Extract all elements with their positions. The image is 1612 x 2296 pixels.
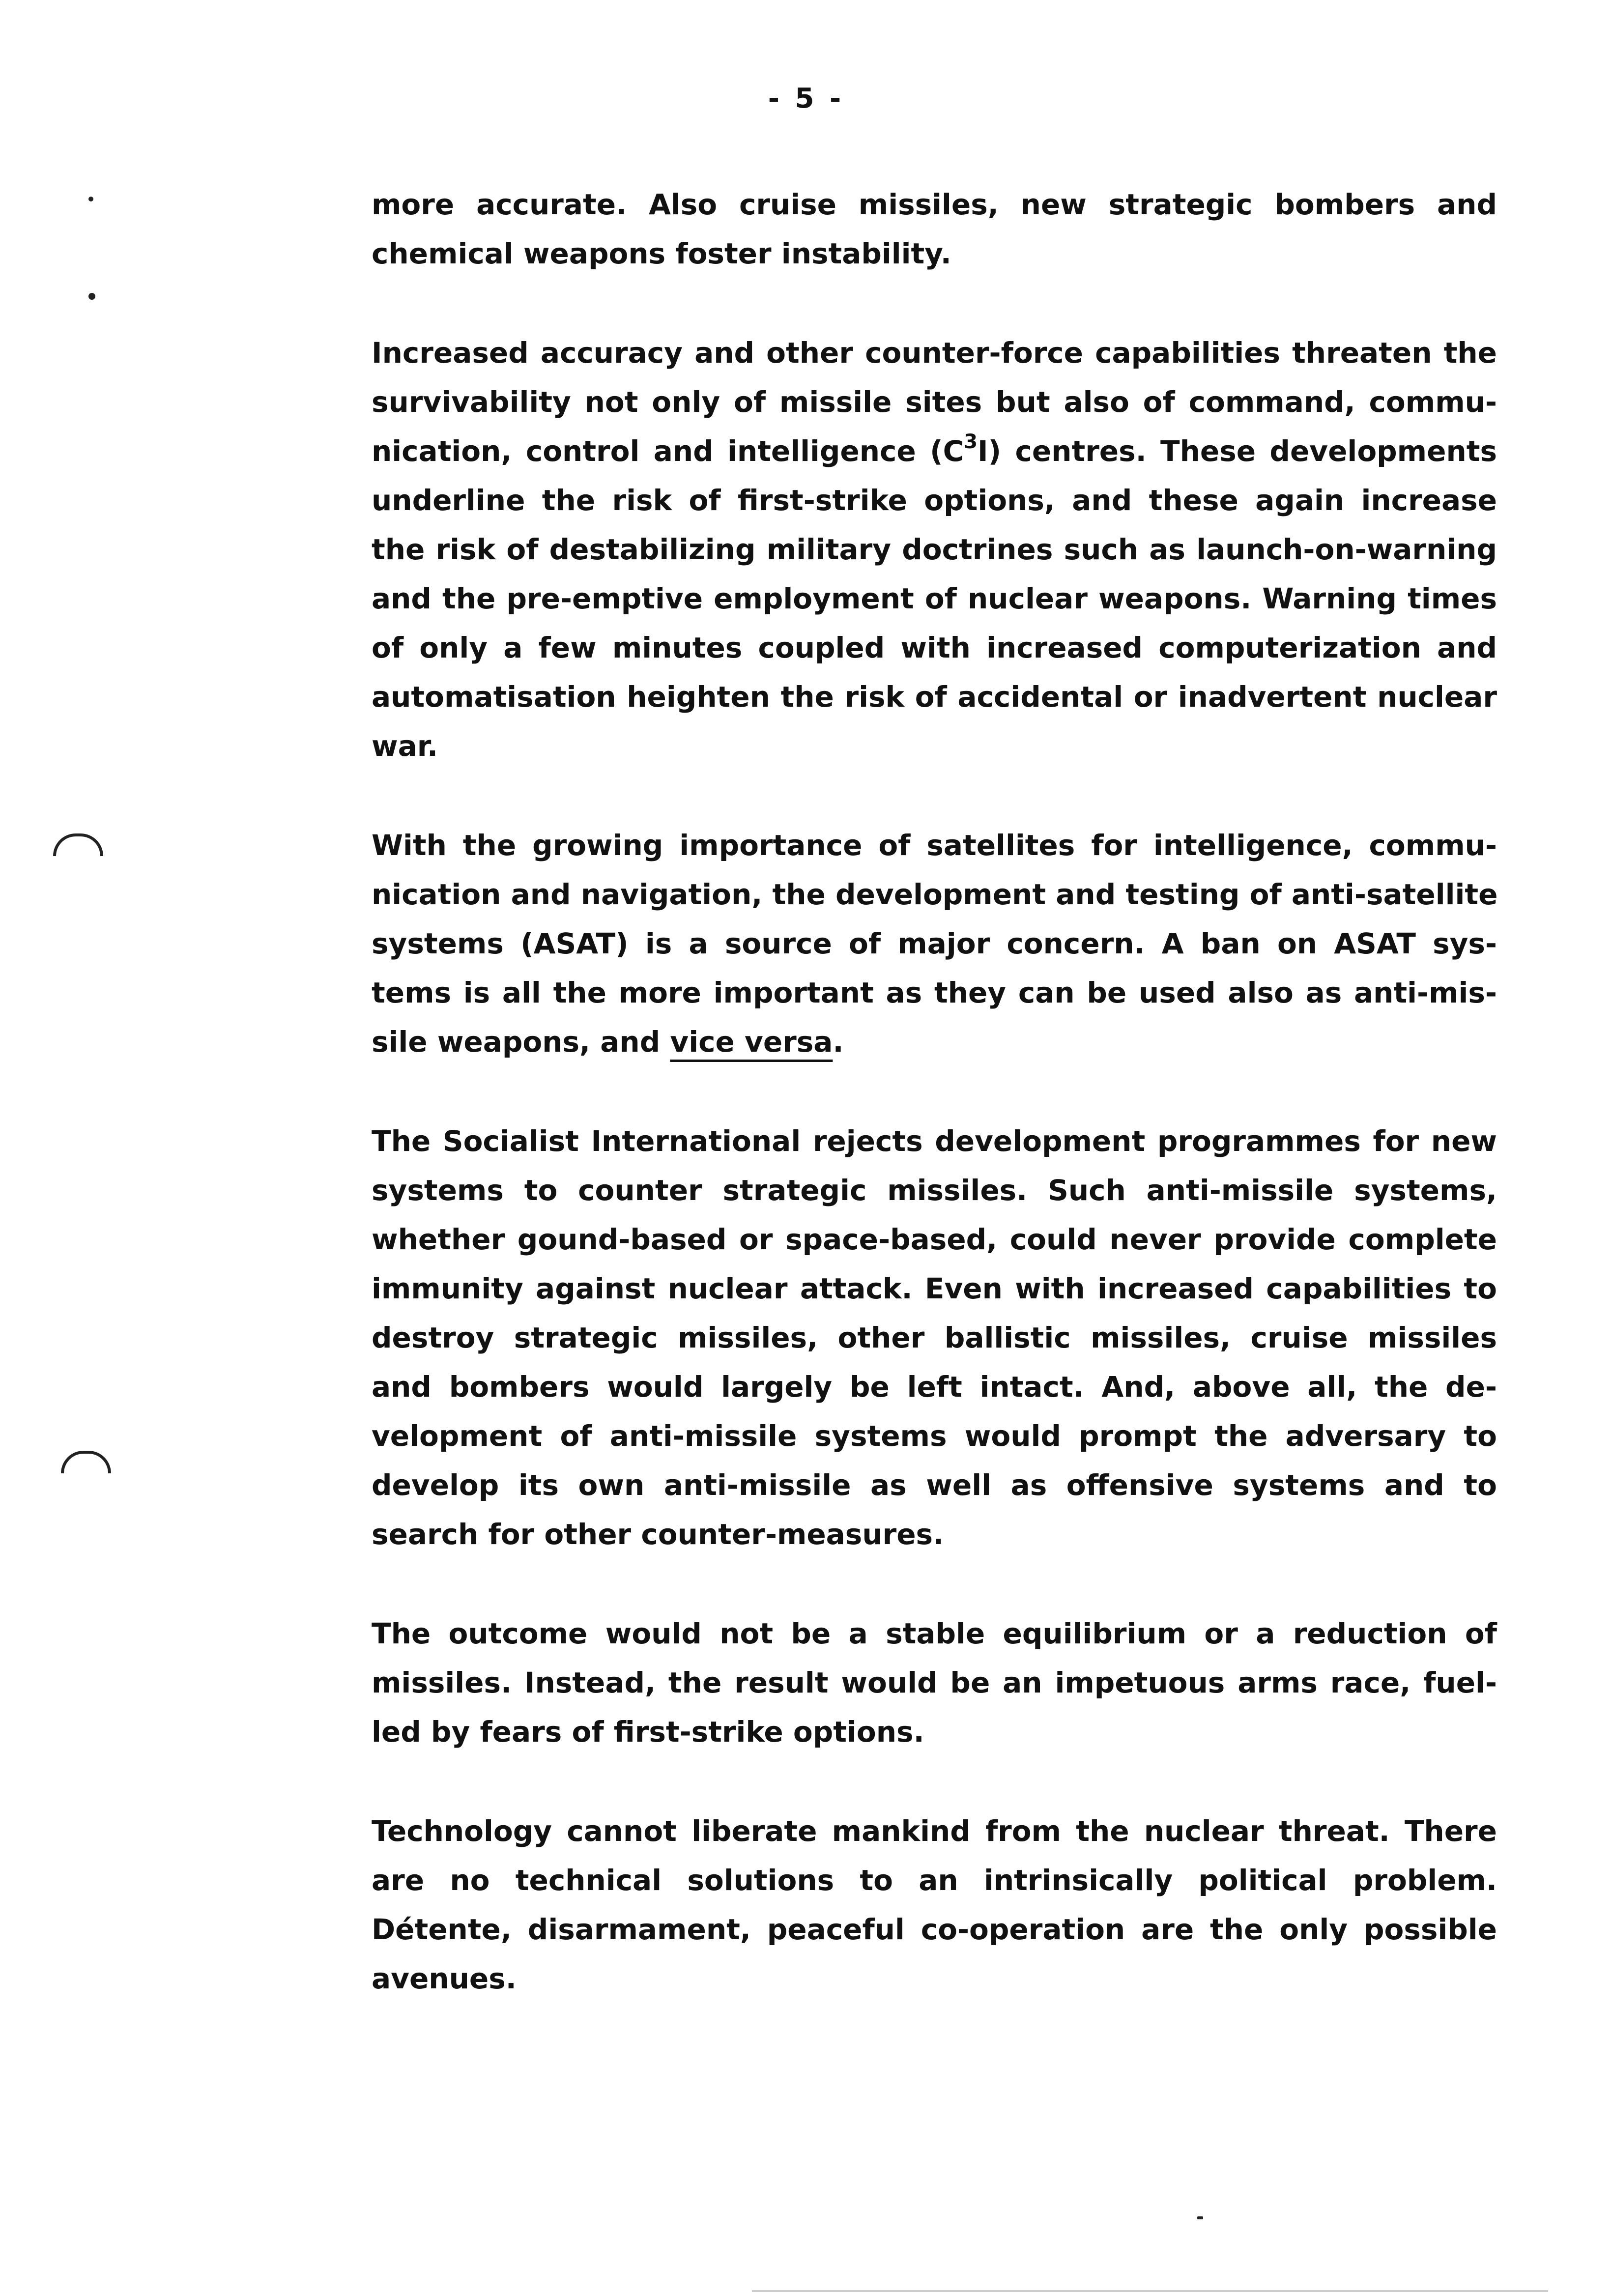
text-line: and the pre-emptive employment of nuclear weapons. Warning times bbox=[372, 582, 1497, 615]
text-line: and bombers would largely be left intact. And, above all, the de- bbox=[372, 1370, 1497, 1404]
paragraph-6 bbox=[372, 1807, 1497, 2003]
text-line: destroy strategic missiles, other ballistic missiles, cruise missiles bbox=[372, 1321, 1497, 1354]
text-line: are no technical solutions to an intrinsically political problem. bbox=[372, 1864, 1497, 1897]
paragraph-1 bbox=[372, 180, 1497, 278]
text-line: systems to counter strategic missiles. Such anti-missile systems, bbox=[372, 1174, 1497, 1207]
punch-hole-mark bbox=[53, 833, 103, 856]
text-line: The Socialist International rejects development programmes for new bbox=[372, 1124, 1497, 1158]
text-line: With the growing importance of satellites for intelligence, commu- bbox=[372, 829, 1497, 862]
page-edge-rule bbox=[752, 2290, 1548, 2292]
text-fragment: I) centres. These developments bbox=[978, 434, 1497, 468]
page-number: - 5 - bbox=[768, 83, 844, 115]
text-line: the risk of destabilizing military doctrines such as launch-on-warning bbox=[372, 533, 1497, 566]
text-line: survivability not only of missile sites but also of command, commu- bbox=[372, 385, 1497, 419]
margin-mark bbox=[1197, 2216, 1203, 2219]
text-line: war. bbox=[372, 729, 438, 763]
text-line: whether gound-based or space-based, could never provide complete bbox=[372, 1223, 1497, 1256]
text-line: search for other counter-measures. bbox=[372, 1518, 944, 1551]
text-line: avenues. bbox=[372, 1962, 517, 1995]
text-line: tems is all the more important as they can be used also as anti-mis- bbox=[372, 976, 1497, 1009]
text-line: immunity against nuclear attack. Even with increased capabilities to bbox=[372, 1272, 1497, 1305]
text-fragment: nication, control and intelligence (C bbox=[372, 434, 964, 468]
superscript: 3 bbox=[964, 430, 978, 453]
text-line: Technology cannot liberate mankind from the nuclear threat. There bbox=[372, 1814, 1497, 1848]
text-line: underline the risk of first-strike options, and these again increase bbox=[372, 484, 1497, 517]
paragraph-2 bbox=[372, 328, 1497, 771]
punch-hole-mark bbox=[61, 1451, 111, 1473]
text-line: develop its own anti-missile as well as offensive systems and to bbox=[372, 1468, 1497, 1502]
text-line bbox=[372, 1017, 1497, 1066]
text-line: more accurate. Also cruise missiles, new strategic bombers and bbox=[372, 188, 1497, 221]
text-line: missiles. Instead, the result would be an impetuous arms race, fuel- bbox=[372, 1666, 1497, 1699]
text-line: The outcome would not be a stable equilibrium or a reduction of bbox=[372, 1617, 1497, 1650]
text-fragment: . bbox=[833, 1025, 844, 1059]
margin-mark bbox=[88, 197, 93, 201]
text-line: of only a few minutes coupled with increased computerization and bbox=[372, 631, 1497, 664]
paragraph-5 bbox=[372, 1609, 1497, 1756]
text-line: Increased accuracy and other counter-force capabilities threaten the bbox=[372, 336, 1497, 370]
paragraph-4 bbox=[372, 1117, 1497, 1559]
paragraph-3 bbox=[372, 821, 1497, 1066]
text-line: Détente, disarmament, peaceful co-operation are the only possible bbox=[372, 1913, 1497, 1946]
text-line: led by fears of first-strike options. bbox=[372, 1715, 924, 1749]
text-line: chemical weapons foster instability. bbox=[372, 237, 951, 270]
underlined-phrase: vice versa bbox=[670, 1025, 833, 1059]
text-line: automatisation heighten the risk of accidental or inadvertent nuclear bbox=[372, 680, 1497, 714]
text-line: velopment of anti-missile systems would prompt the adversary to bbox=[372, 1419, 1497, 1453]
text-line: nication and navigation, the development and testing of anti-satellite bbox=[372, 878, 1498, 911]
margin-mark bbox=[88, 293, 95, 300]
text-line: systems (ASAT) is a source of major concern. A ban on ASAT sys- bbox=[372, 927, 1497, 960]
text-line bbox=[372, 427, 1497, 476]
text-fragment: sile weapons, and bbox=[372, 1025, 670, 1059]
